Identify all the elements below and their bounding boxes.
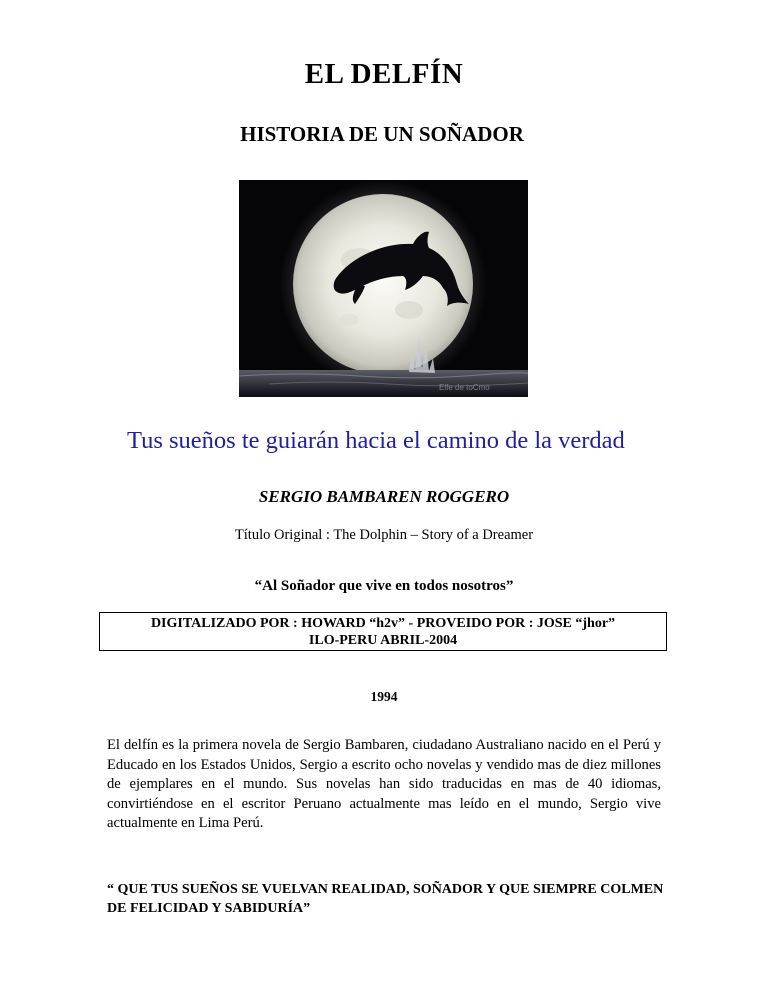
dedication: “Al Soñador que vive en todos nosotros” xyxy=(254,578,514,594)
digitalization-credit-box xyxy=(99,612,667,651)
cover-image xyxy=(239,180,528,397)
document-subtitle xyxy=(0,122,768,147)
credit-line-1: DIGITALIZADO POR : HOWARD “h2v” - PROVEIDO POR : JOSE “jhor” xyxy=(150,616,616,631)
tagline: Tus sueños te guiarán hacia el camino de la verdad xyxy=(127,427,625,454)
author-name: SERGIO BAMBAREN ROGGERO xyxy=(258,487,510,506)
publication-year: 1994 xyxy=(370,689,398,704)
intro-paragraph: El delfín es la primera novela de Sergio Bambaren, ciudadano Australiano nacido en el Perú y Educado en los Estados Unidos, Sergio a escrito ocho novelas y vendido mas de diez millones de ejemplares en el mundo. Sus novelas han sido traducidas en mas de 40 idiomas, convirtiéndose en el escritor Peruano actualmente mas leído en el mundo, Sergio vive actualmente en Lima Perú. xyxy=(107,737,661,832)
credit-line-2: ILO-PERU ABRIL-2004 xyxy=(308,633,458,648)
document-title: EL DELFÍN xyxy=(304,58,464,90)
subtitle-text: HISTORIA DE UN SOÑADOR xyxy=(240,122,524,146)
dolphin-moon-illustration xyxy=(239,180,528,397)
original-title: Título Original : The Dolphin – Story of a Dreamer xyxy=(234,527,534,543)
closing-quote: “ QUE TUS SUEÑOS SE VUELVAN REALIDAD, SOÑADOR Y QUE SIEMPRE COLMEN DE FELICIDAD Y SABIDURÍA” xyxy=(107,882,664,916)
cover-watermark: Elfe de toCmo xyxy=(439,383,490,392)
